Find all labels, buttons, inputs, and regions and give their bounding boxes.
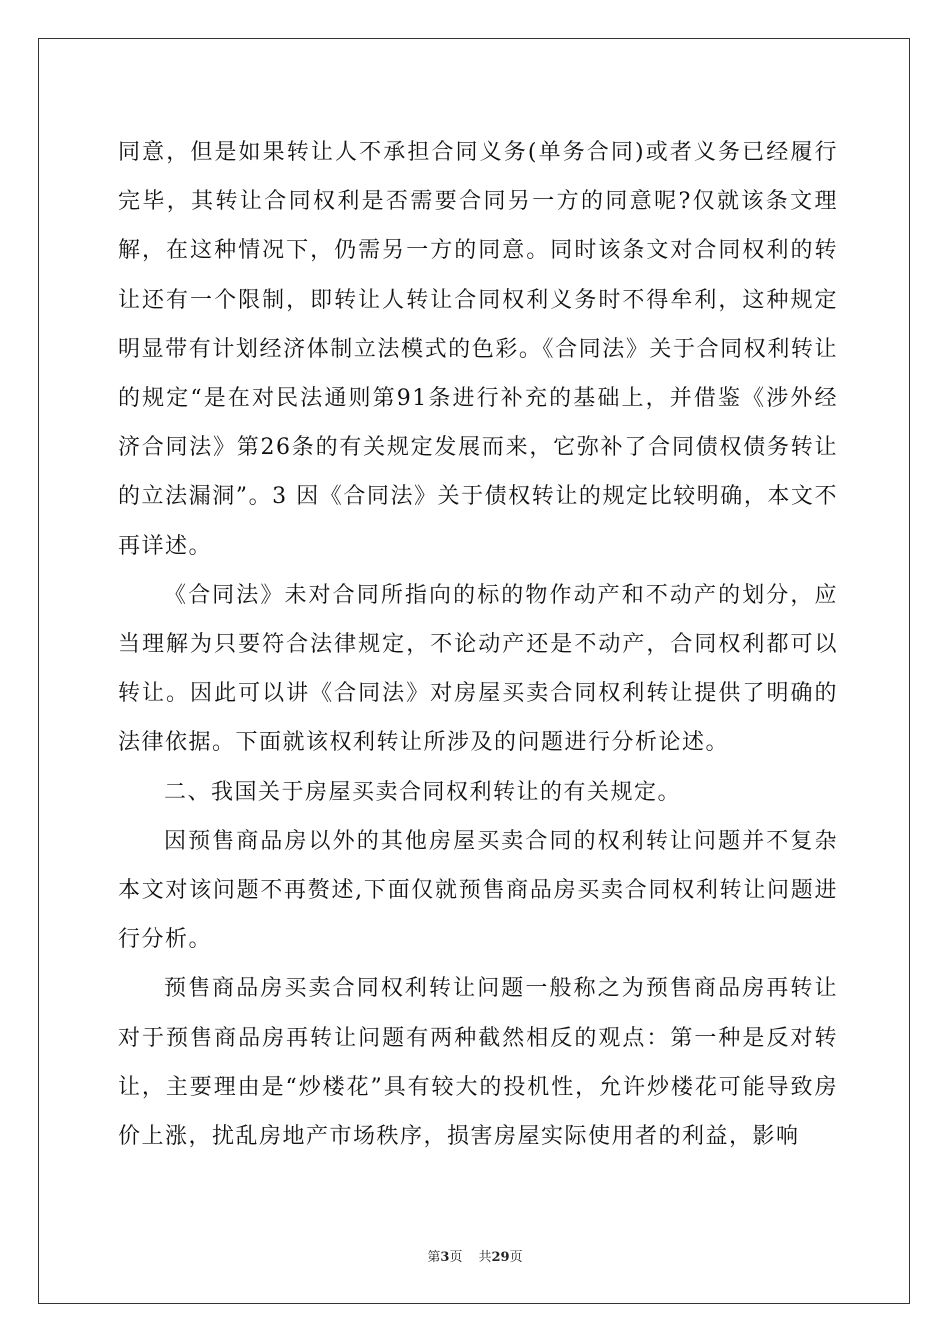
paragraph-2: 《合同法》未对合同所指向的标的物作动产和不动产的划分，应当理解为只要符合法律规定，不论动产还是不动产，合同权利都可以转让。因此可以讲《合同法》对房屋买卖合同权利转让提供了明确的法律依据。下面就该权利转让所涉及的问题进行分析论述。 — [118, 582, 838, 756]
page-prefix: 第 — [427, 1250, 441, 1265]
total-pages: 29 — [491, 1250, 510, 1265]
total-prefix: 共 — [478, 1250, 492, 1265]
page-number: 3 — [440, 1250, 450, 1265]
paragraph-3: 因预售商品房以外的其他房屋买卖合同的权利转让问题并不复杂本文对该问题不再赘述,下面仅就预售商品房买卖合同权利转让问题进行分析。 — [118, 828, 838, 953]
paragraph-4: 预售商品房买卖合同权利转让问题一般称之为预售商品房再转让对于预售商品房再转让问题有两种截然相反的观点：第一种是反对转让，主要理由是“炒楼花”具有较大的投机性，允许炒楼花可能导致房价上涨，扰乱房地产市场秩序，损害房屋实际使用者的利益，影响 — [118, 976, 838, 1150]
paragraph-1: 同意，但是如果转让人不承担合同义务(单务合同)或者义务已经履行完毕，其转让合同权利是否需要合同另一方的同意呢?仅就该条文理解，在这种情况下，仍需另一方的同意。同时该条文对合同权利的转让还有一个限制，即转让人转让合同权利义务时不得牟利，这种规定明显带有计划经济体制立法模式的色彩。《合同法》关于合同权利转让的规定“是在对民法通则第91条进行补充的基础上，并借鉴《涉外经济合同法》第26条的有关规定发展而来，它弥补了合同债权债务转让的立法漏洞”。3 因《合同法》关于债权转让的规定比较明确，本文不再详述。 — [118, 140, 838, 559]
document-body — [118, 128, 838, 1161]
page-footer — [0, 1246, 950, 1265]
page-suffix: 页 — [449, 1250, 463, 1265]
total-suffix: 页 — [509, 1250, 523, 1265]
section-heading: 二、我国关于房屋买卖合同权利转让的有关规定。 — [164, 779, 682, 805]
